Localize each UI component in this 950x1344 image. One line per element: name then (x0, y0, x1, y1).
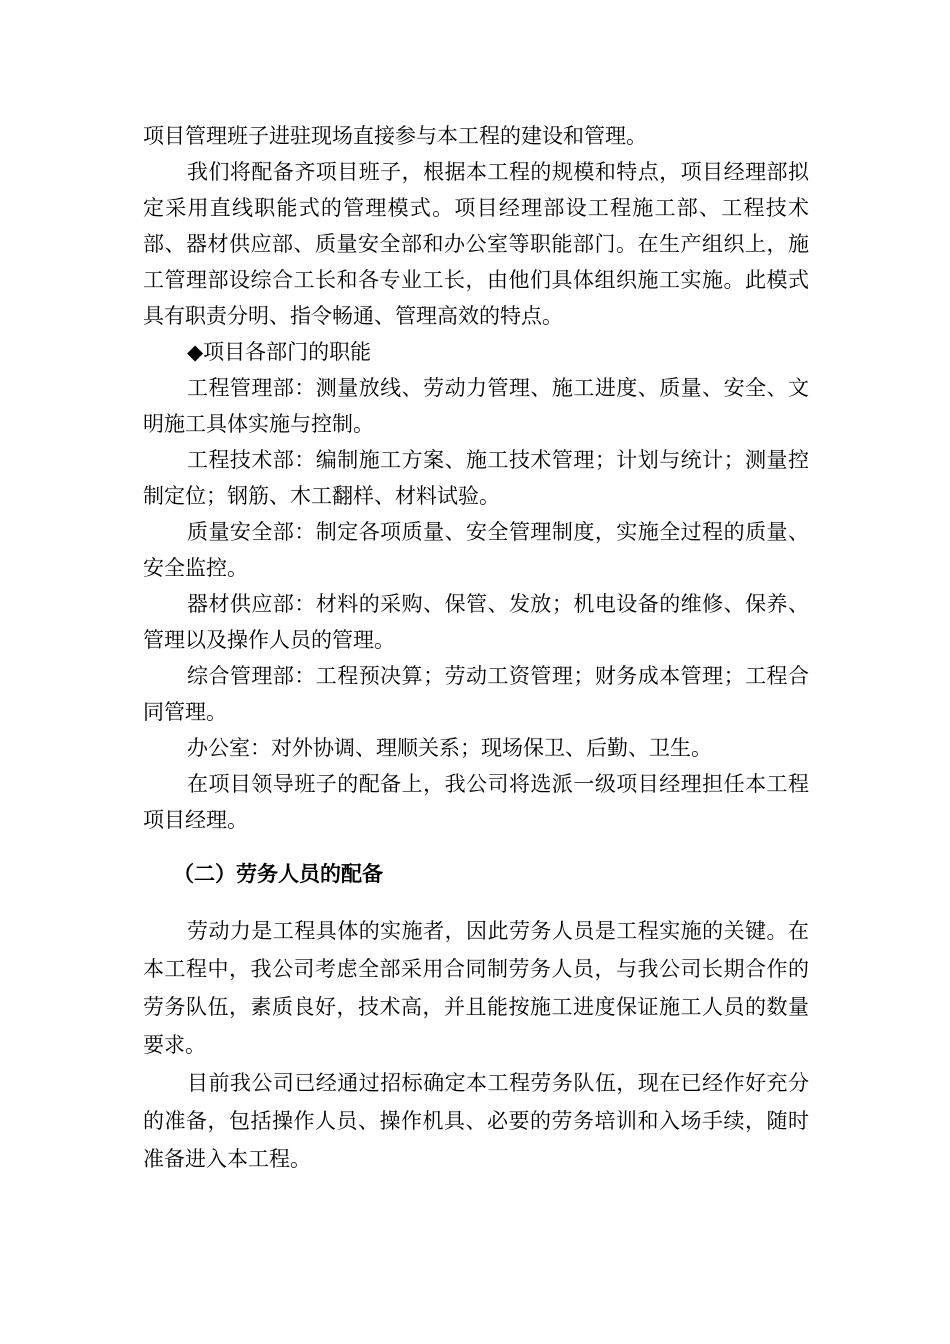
paragraph-general-management-dept: 综合管理部：工程预决算；劳动工资管理；财务成本管理；工程合同管理。 (143, 664, 809, 724)
paragraph-office: 办公室：对外协调、理顺关系；现场保卫、后勤、卫生。 (187, 736, 712, 760)
paragraph-engineering-management-dept: 工程管理部：测量放线、劳动力管理、施工进度、质量、安全、文明施工具体实施与控制。 (143, 376, 809, 436)
section-heading-labor: （二）劳务人员的配备 (173, 862, 383, 886)
paragraph-quality-safety-dept: 质量安全部：制定各项质量、安全管理制度，实施全过程的质量、安全监控。 (143, 520, 809, 580)
paragraph-project-manager: 在项目领导班子的配备上，我公司将选派一级项目经理担任本工程项目经理。 (143, 772, 809, 832)
document-body (143, 118, 809, 1178)
paragraph-management-mode: 我们将配备齐项目班子，根据本工程的规模和特点，项目经理部拟定采用直线职能式的管理模式。项目经理部设工程施工部、工程技术部、器材供应部、质量安全部和办公室等职能部门。在生产组织上，施工管理部设综合工长和各专业工长，由他们具体组织施工实施。此模式具有职责分明、指令畅通、管理高效的特点。 (143, 160, 809, 328)
paragraph-equipment-supply-dept: 器材供应部：材料的采购、保管、发放；机电设备的维修、保养、管理以及操作人员的管理。 (143, 592, 809, 652)
paragraph-continuation: 项目管理班子进驻现场直接参与本工程的建设和管理。 (143, 124, 647, 148)
paragraph-department-functions-title: ◆项目各部门的职能 (187, 340, 372, 364)
paragraph-engineering-technology-dept: 工程技术部：编制施工方案、施工技术管理；计划与统计；测量控制定位；钢筋、木工翻样、材料试验。 (143, 448, 809, 508)
paragraph-labor-preparation: 目前我公司已经通过招标确定本工程劳务队伍，现在已经作好充分的准备，包括操作人员、操作机具、必要的劳务培训和入场手续，随时准备进入本工程。 (143, 1071, 809, 1171)
paragraph-labor-force: 劳动力是工程具体的实施者，因此劳务人员是工程实施的关键。在本工程中，我公司考虑全部采用合同制劳务人员，与我公司长期合作的劳务队伍，素质良好，技术高，并且能按施工进度保证施工人员的数量要求。 (143, 919, 809, 1057)
